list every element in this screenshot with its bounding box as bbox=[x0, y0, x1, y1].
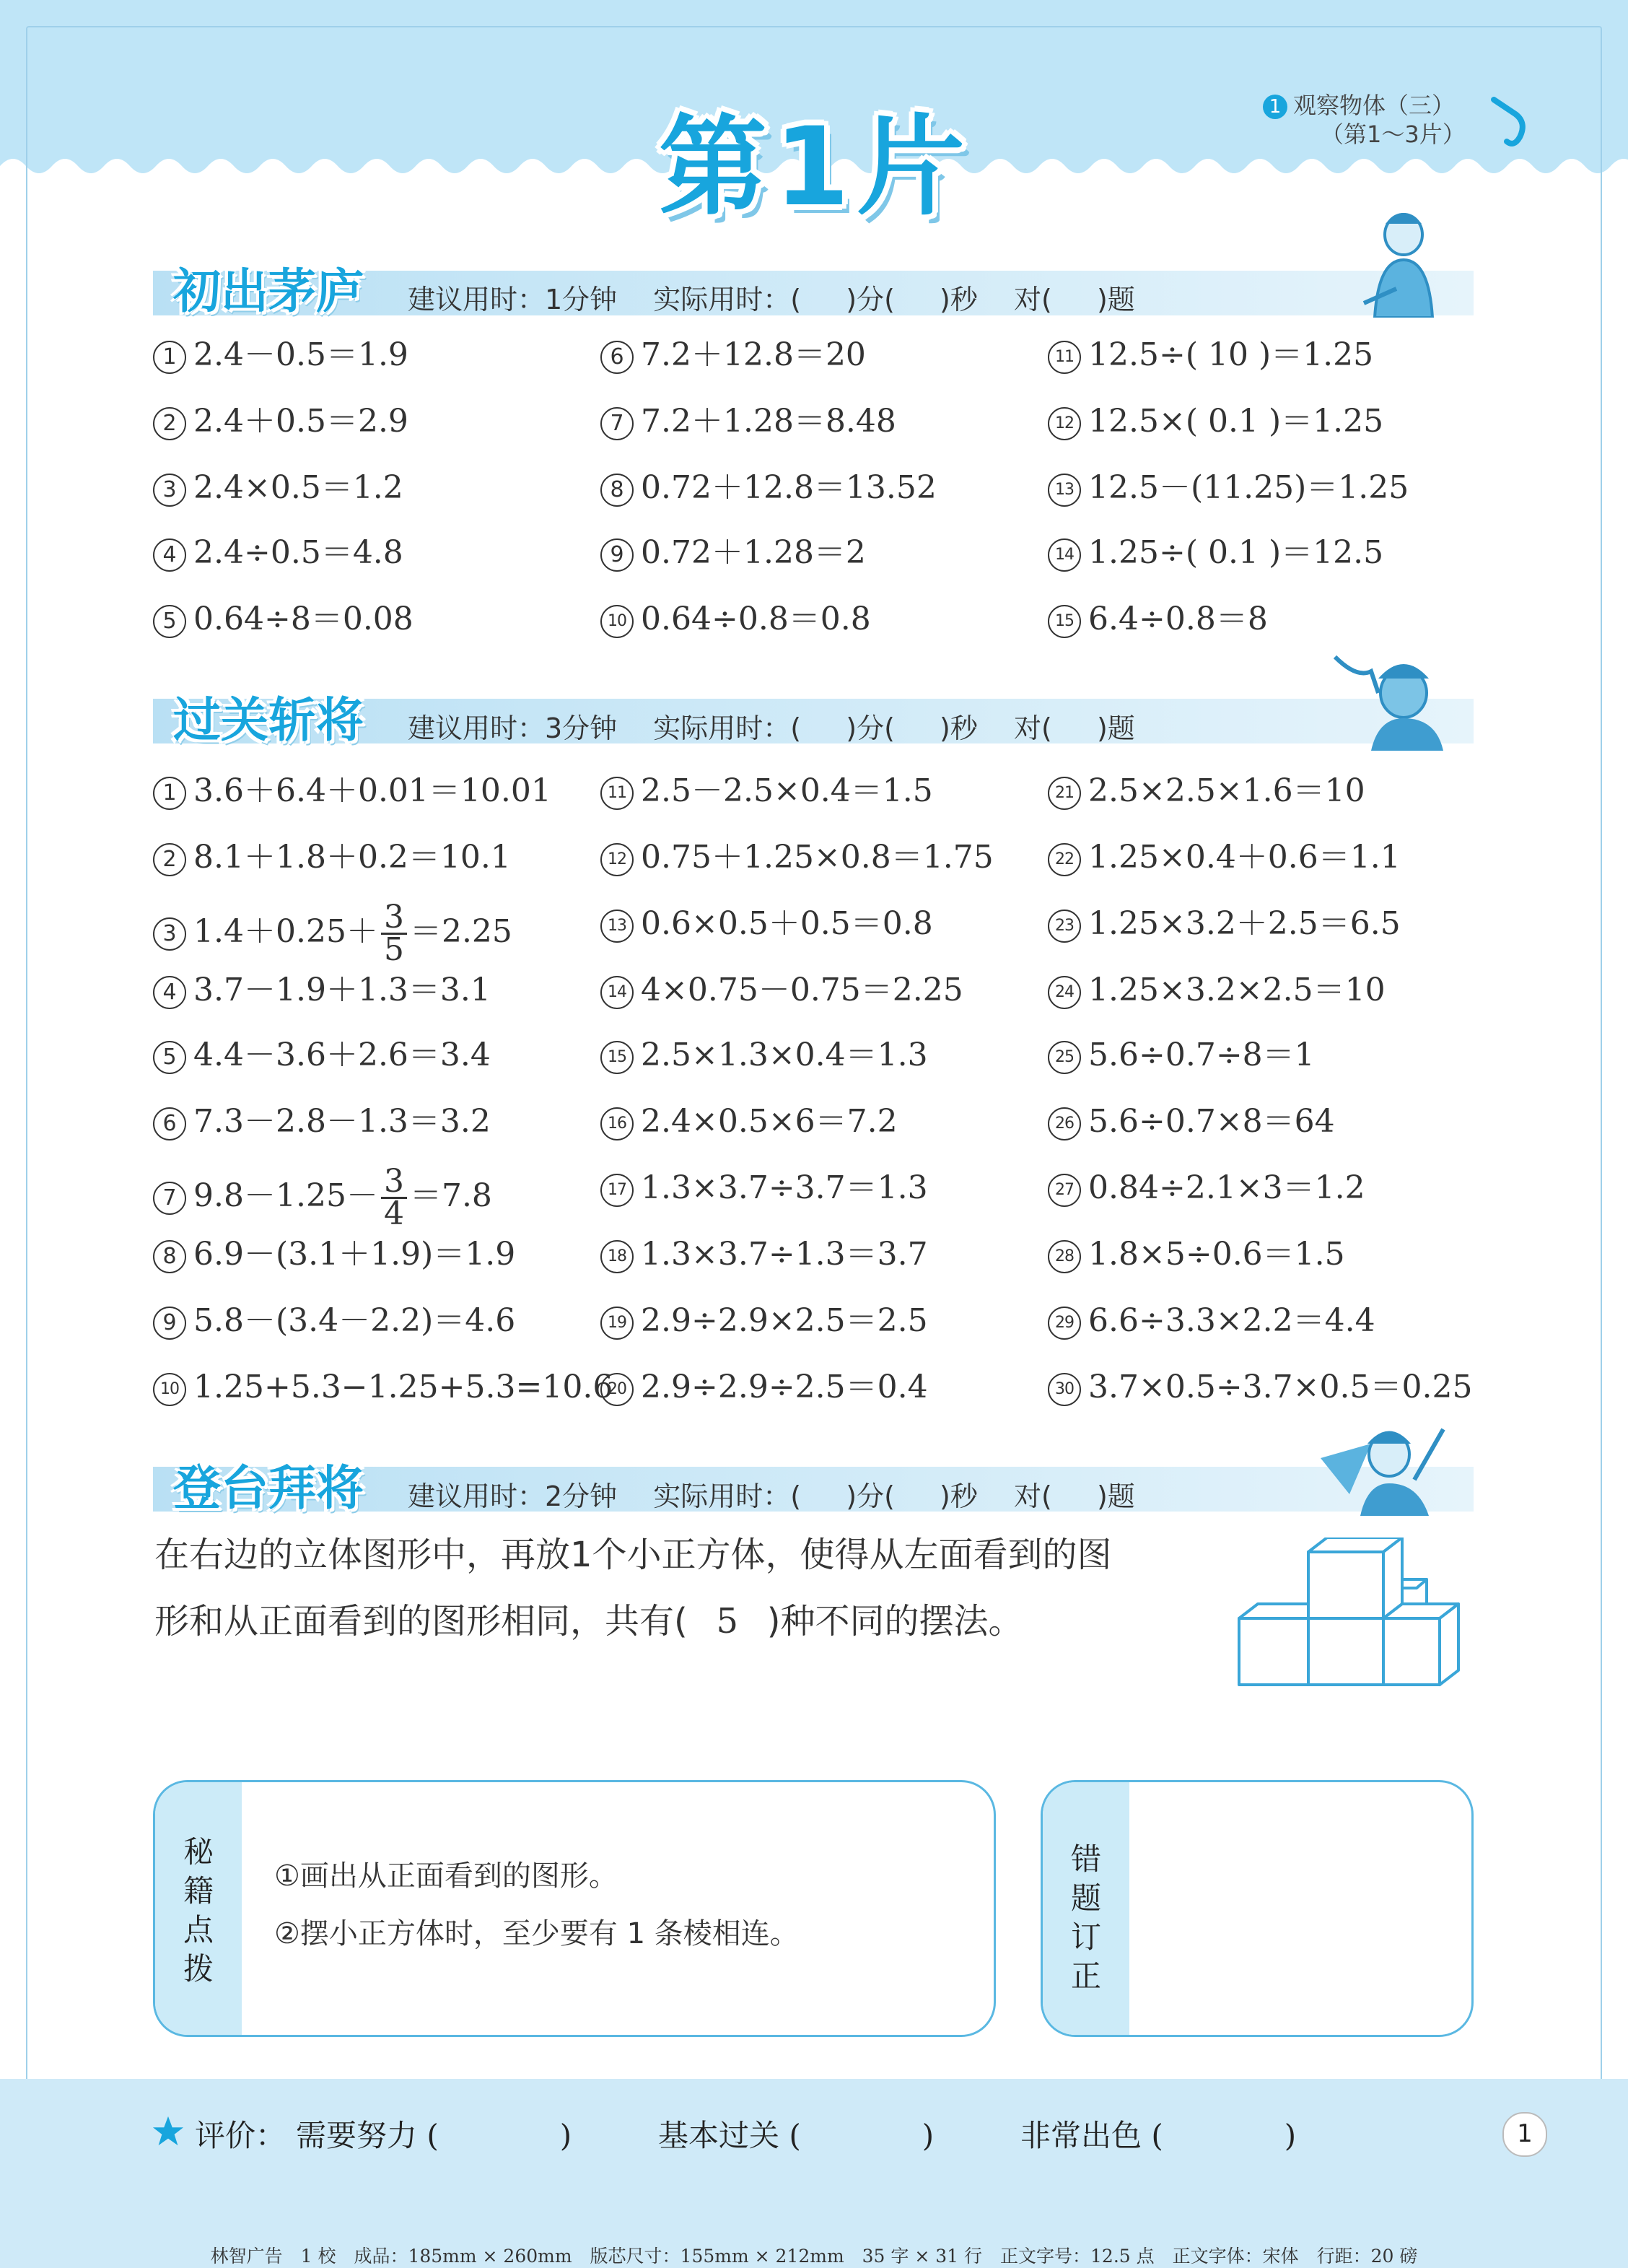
equation-text: 12.5×( 0.1 )＝1.25 bbox=[1088, 403, 1384, 440]
question-2 bbox=[153, 400, 408, 443]
equation-text: 1.25×3.2×2.5＝10 bbox=[1088, 972, 1386, 1008]
question-12 bbox=[600, 836, 994, 879]
question-number: 2 bbox=[153, 843, 186, 876]
question-16 bbox=[600, 1100, 898, 1143]
question-number: 5 bbox=[153, 1041, 186, 1074]
fraction-numerator: 3 bbox=[381, 902, 407, 935]
equation-text: 1.8×5÷0.6＝1.5 bbox=[1088, 1236, 1345, 1273]
question-number: 10 bbox=[600, 605, 634, 638]
question-number: 14 bbox=[1048, 538, 1081, 572]
question-number: 15 bbox=[600, 1041, 634, 1074]
question-30 bbox=[1048, 1366, 1472, 1409]
question-29 bbox=[1048, 1299, 1375, 1343]
question-10 bbox=[600, 598, 871, 641]
question-5 bbox=[153, 1034, 491, 1077]
question-1 bbox=[153, 333, 408, 377]
footer-band bbox=[0, 2079, 1628, 2268]
unit-label bbox=[1263, 91, 1466, 149]
question-7 bbox=[600, 400, 896, 443]
equation-text: 2.5－2.5×0.4＝1.5 bbox=[641, 772, 933, 809]
equation-text: 2.5×2.5×1.6＝10 bbox=[1088, 772, 1365, 809]
evaluation-option-1[interactable]: 需要努力 ( ) bbox=[296, 2118, 572, 2153]
cube-figure bbox=[1238, 1538, 1476, 1707]
question-28 bbox=[1048, 1233, 1345, 1276]
evaluation-option-2[interactable]: 基本过关 ( ) bbox=[658, 2118, 935, 2153]
question-15 bbox=[1048, 598, 1268, 641]
question-26 bbox=[1048, 1100, 1335, 1143]
page-number: 1 bbox=[1502, 2112, 1547, 2157]
question-number: 30 bbox=[1048, 1373, 1081, 1406]
equation-text: 3.7－1.9＋1.3＝3.1 bbox=[193, 972, 491, 1008]
equation-text-end: ＝7.8 bbox=[409, 1177, 492, 1214]
equation-text: 0.64÷0.8＝0.8 bbox=[641, 601, 871, 637]
question-number: 6 bbox=[600, 341, 634, 374]
fraction-denominator: 5 bbox=[383, 931, 404, 968]
fraction bbox=[381, 1163, 407, 1232]
fraction-denominator: 4 bbox=[383, 1195, 404, 1232]
question-number: 20 bbox=[600, 1373, 634, 1406]
section-3-hint: 建议用时：2分钟 实际用时：( )分( )秒 对( )题 bbox=[408, 1480, 1135, 1512]
question-11 bbox=[600, 769, 933, 813]
tips-label: 秘籍点拨 bbox=[183, 1834, 214, 1986]
question-10 bbox=[153, 1366, 613, 1409]
question-21 bbox=[1048, 769, 1365, 813]
section-2-hint: 建议用时：3分钟 实际用时：( )分( )秒 对( )题 bbox=[408, 712, 1135, 744]
question-number: 8 bbox=[153, 1240, 186, 1273]
question-number: 23 bbox=[1048, 910, 1081, 943]
tip-1: ①画出从正面看到的图形。 bbox=[274, 1859, 618, 1893]
hook-icon bbox=[1487, 94, 1530, 152]
equation-text-start: 9.8－1.25－ bbox=[193, 1177, 378, 1214]
problem-line-2 bbox=[154, 1588, 1023, 1654]
question-number: 7 bbox=[600, 407, 634, 440]
question-27 bbox=[1048, 1166, 1365, 1210]
equation-text: 1.25×0.4＋0.6＝1.1 bbox=[1088, 839, 1401, 876]
unit-number-badge: 1 bbox=[1263, 95, 1287, 119]
equation-text: 1.25+5.3−1.25+5.3=10.6 bbox=[193, 1369, 613, 1405]
question-number: 1 bbox=[153, 341, 186, 374]
question-9 bbox=[600, 531, 866, 575]
question-number: 1 bbox=[153, 777, 186, 810]
question-number: 9 bbox=[600, 538, 634, 572]
equation-text: 12.5÷( 10 )＝1.25 bbox=[1088, 336, 1374, 373]
equation-text: 1.3×3.7÷3.7＝1.3 bbox=[641, 1169, 928, 1206]
equation-text: 5.8－(3.4－2.2)＝4.6 bbox=[193, 1302, 516, 1339]
question-14 bbox=[1048, 531, 1383, 575]
question-6 bbox=[600, 333, 866, 377]
tips-label-panel bbox=[155, 1782, 242, 2035]
equation-text-start: 1.4＋0.25＋ bbox=[193, 913, 378, 950]
question-number: 11 bbox=[1048, 341, 1081, 374]
question-18 bbox=[600, 1233, 928, 1276]
question-number: 11 bbox=[600, 777, 634, 810]
equation-text: 5.6÷0.7×8＝64 bbox=[1088, 1103, 1335, 1140]
equation-text: 1.3×3.7÷1.3＝3.7 bbox=[641, 1236, 928, 1273]
question-number: 2 bbox=[153, 407, 186, 440]
evaluation-option-3[interactable]: 非常出色 ( ) bbox=[1020, 2118, 1297, 2153]
question-number: 6 bbox=[153, 1107, 186, 1140]
question-13 bbox=[1048, 466, 1409, 510]
equation-text: 2.4÷0.5＝4.8 bbox=[193, 534, 403, 571]
question-11 bbox=[1048, 333, 1373, 377]
question-number: 3 bbox=[153, 917, 186, 951]
equation-text: 6.9－(3.1＋1.9)＝1.9 bbox=[193, 1236, 516, 1273]
question-number: 14 bbox=[600, 976, 634, 1009]
question-number: 9 bbox=[153, 1307, 186, 1340]
question-number: 12 bbox=[600, 843, 634, 876]
question-17 bbox=[600, 1166, 928, 1210]
problem-line-2-start: 形和从正面看到的图形相同，共有( bbox=[154, 1601, 688, 1641]
question-13 bbox=[600, 902, 933, 946]
equation-text: 4×0.75－0.75＝2.25 bbox=[641, 972, 963, 1008]
question-number: 13 bbox=[600, 910, 634, 943]
equation-text: 8.1＋1.8＋0.2＝10.1 bbox=[193, 839, 511, 876]
equation-text: 0.72＋12.8＝13.52 bbox=[641, 469, 937, 506]
page-title: 第1片 bbox=[658, 105, 973, 230]
tip-2: ②摆小正方体时，至少要有 1 条棱相连。 bbox=[274, 1917, 799, 1950]
equation-text: 1.25÷( 0.1 )＝12.5 bbox=[1088, 534, 1384, 571]
equation-text: 12.5－(11.25)＝1.25 bbox=[1088, 469, 1409, 506]
question-number: 15 bbox=[1048, 605, 1081, 638]
section-1-title: 初出茅庐 bbox=[173, 263, 364, 319]
question-number: 7 bbox=[153, 1182, 186, 1215]
equation-text: 2.4×0.5＝1.2 bbox=[193, 469, 403, 506]
warrior-character-icon bbox=[1328, 650, 1458, 751]
question-number: 8 bbox=[600, 474, 634, 507]
question-15 bbox=[600, 1034, 928, 1077]
question-25 bbox=[1048, 1034, 1315, 1077]
question-number: 18 bbox=[600, 1240, 634, 1273]
question-number: 27 bbox=[1048, 1174, 1081, 1207]
equation-text: 7.2＋12.8＝20 bbox=[641, 336, 866, 373]
unit-range: （第1～3片） bbox=[1321, 121, 1466, 148]
equation-text: 0.75＋1.25×0.8＝1.75 bbox=[641, 839, 994, 876]
evaluation-label: 评价： bbox=[195, 2118, 286, 2153]
question-number: 28 bbox=[1048, 1240, 1081, 1273]
question-number: 3 bbox=[153, 474, 186, 507]
question-19 bbox=[600, 1299, 928, 1343]
question-6 bbox=[153, 1100, 491, 1143]
tips-box bbox=[153, 1780, 996, 2037]
equation-text: 7.3－2.8－1.3＝3.2 bbox=[193, 1103, 491, 1140]
unit-title: 观察物体（三） bbox=[1293, 92, 1456, 119]
question-1 bbox=[153, 769, 551, 813]
equation-text: 6.4÷0.8＝8 bbox=[1088, 601, 1268, 637]
question-3 bbox=[153, 466, 403, 510]
question-9 bbox=[153, 1299, 515, 1343]
question-4 bbox=[153, 531, 403, 575]
equation-text: 2.5×1.3×0.4＝1.3 bbox=[641, 1037, 928, 1073]
corrections-box bbox=[1041, 1780, 1474, 2037]
equation-text: 2.4－0.5＝1.9 bbox=[193, 336, 408, 373]
equation-text: 2.9÷2.9÷2.5＝0.4 bbox=[641, 1369, 928, 1405]
question-number: 4 bbox=[153, 976, 186, 1009]
problem-line-1: 在右边的立体图形中，再放1个小正方体，使得从左面看到的图 bbox=[154, 1535, 1112, 1575]
question-number: 10 bbox=[153, 1373, 186, 1406]
question-8 bbox=[600, 466, 937, 510]
equation-text: 0.72＋1.28＝2 bbox=[641, 534, 866, 571]
problem-line-2-end: )种不同的摆法。 bbox=[766, 1601, 1023, 1641]
question-number: 29 bbox=[1048, 1307, 1081, 1340]
question-23 bbox=[1048, 902, 1401, 946]
question-number: 17 bbox=[600, 1174, 634, 1207]
question-2 bbox=[153, 836, 511, 879]
answer-count: 5 bbox=[716, 1601, 738, 1641]
equation-text: 6.6÷3.3×2.2＝4.4 bbox=[1088, 1302, 1375, 1339]
section-1-hint: 建议用时：1分钟 实际用时：( )分( )秒 对( )题 bbox=[408, 284, 1135, 315]
question-22 bbox=[1048, 836, 1401, 879]
question-number: 13 bbox=[1048, 474, 1081, 507]
fraction-numerator: 3 bbox=[381, 1166, 407, 1199]
question-7 bbox=[153, 1163, 492, 1232]
equation-text: 2.9÷2.9×2.5＝2.5 bbox=[641, 1302, 928, 1339]
question-3 bbox=[153, 899, 512, 968]
question-20 bbox=[600, 1366, 928, 1409]
question-number: 4 bbox=[153, 538, 186, 572]
equation-text: 3.7×0.5÷3.7×0.5＝0.25 bbox=[1088, 1369, 1473, 1405]
question-5 bbox=[153, 598, 413, 641]
equation-text: 0.64÷8＝0.08 bbox=[193, 601, 413, 637]
question-number: 24 bbox=[1048, 976, 1081, 1009]
print-spec: 林智广告 1 校 成品：185mm × 260mm 版芯尺寸：155mm × 212mm 35 字 × 31 行 正文字号：12.5 点 正文字体：宋体 行距：20 磅 bbox=[210, 2246, 1418, 2267]
equation-text: 4.4－3.6＋2.6＝3.4 bbox=[193, 1037, 491, 1073]
question-number: 22 bbox=[1048, 843, 1081, 876]
question-number: 21 bbox=[1048, 777, 1081, 810]
question-24 bbox=[1048, 969, 1386, 1012]
corrections-label-panel bbox=[1043, 1782, 1129, 2035]
general-character-icon bbox=[1357, 202, 1450, 318]
equation-text: 0.6×0.5＋0.5＝0.8 bbox=[641, 905, 933, 942]
equation-text: 5.6÷0.7÷8＝1 bbox=[1088, 1037, 1315, 1073]
equation-text: 7.2＋1.28＝8.48 bbox=[641, 403, 896, 440]
question-number: 16 bbox=[600, 1107, 634, 1140]
equation-text: 0.84÷2.1×3＝1.2 bbox=[1088, 1169, 1365, 1206]
corrections-label: 错题订正 bbox=[1070, 1841, 1101, 1994]
question-4 bbox=[153, 969, 491, 1012]
question-number: 19 bbox=[600, 1307, 634, 1340]
question-number: 25 bbox=[1048, 1041, 1081, 1074]
question-8 bbox=[153, 1233, 515, 1276]
question-14 bbox=[600, 969, 963, 1012]
hero-character-icon bbox=[1321, 1415, 1450, 1516]
question-number: 26 bbox=[1048, 1107, 1081, 1140]
section-2-title: 过关斩将 bbox=[173, 692, 364, 748]
star-icon bbox=[152, 2115, 185, 2148]
equation-text: 2.4×0.5×6＝7.2 bbox=[641, 1103, 898, 1140]
equation-text-end: ＝2.25 bbox=[409, 913, 512, 950]
equation-text: 2.4＋0.5＝2.9 bbox=[193, 403, 408, 440]
fraction bbox=[381, 899, 407, 968]
section-3-title: 登台拜将 bbox=[173, 1460, 364, 1516]
equation-text: 1.25×3.2＋2.5＝6.5 bbox=[1088, 905, 1401, 942]
question-number: 12 bbox=[1048, 407, 1081, 440]
equation-text: 3.6＋6.4＋0.01＝10.01 bbox=[193, 772, 551, 809]
question-12 bbox=[1048, 400, 1383, 443]
question-number: 5 bbox=[153, 605, 186, 638]
